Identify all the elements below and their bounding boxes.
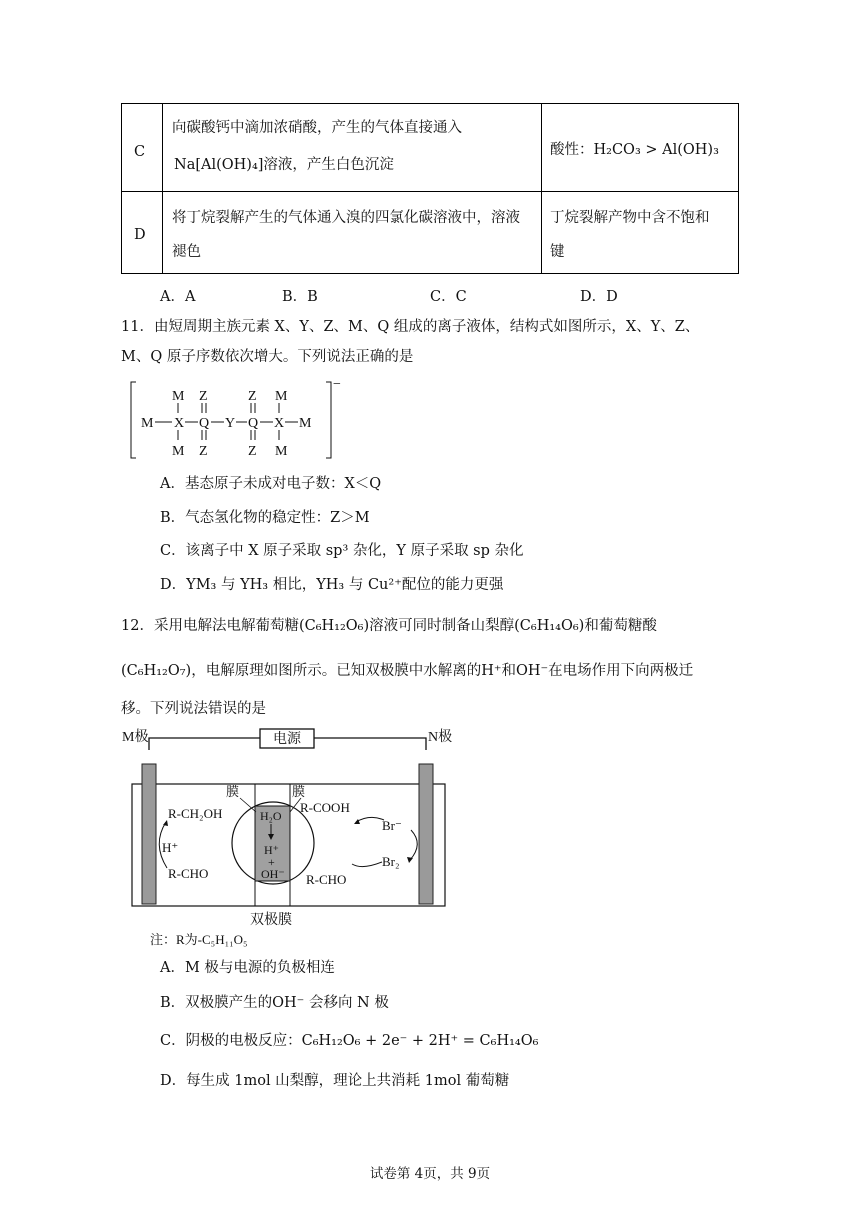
q12-option-d[interactable]: D．每生成 1mol 山梨醇，理论上共消耗 1mol 葡萄糖 xyxy=(160,1073,510,1089)
n-electrode-label: N极 xyxy=(428,730,453,745)
electrolysis-diagram xyxy=(120,726,460,952)
atom-top-3: Z xyxy=(248,389,257,404)
q11-option-a[interactable]: A．基态原子未成对电子数：X＜Q xyxy=(160,476,382,492)
bipolar-membrane-label: 双极膜 xyxy=(250,913,292,928)
row-d-conclusion-line1: 丁烷裂解产物中含不饱和 xyxy=(550,210,710,226)
q12-option-a[interactable]: A．M 极与电源的负极相连 xyxy=(160,960,335,976)
h-plus-left: H⁺ xyxy=(162,840,179,855)
membrane-label-right: 膜 xyxy=(292,784,306,799)
atom-top-2: Z xyxy=(199,389,208,404)
q11-stem-line2: M、Q 原子序数依次增大。下列说法正确的是 xyxy=(121,349,414,365)
atom-bottom-3: Z xyxy=(248,444,257,459)
q11-stem-line1: 11．由短周期主族元素 X、Y、Z、M、Q 组成的离子液体，结构式如图所示，X、Y、Z、 xyxy=(121,319,700,335)
atom-mid-2: X xyxy=(174,416,185,431)
q10-option-c[interactable]: C．C xyxy=(430,289,467,305)
r-ch2oh-label: R-CH₂OH xyxy=(168,806,223,821)
r-cho-right: R-CHO xyxy=(306,872,347,887)
row-label-c: C xyxy=(134,144,146,160)
m-electrode xyxy=(142,764,156,904)
r-cooh-label: R-COOH xyxy=(300,800,350,815)
atom-mid-7: M xyxy=(299,416,312,431)
row-d-conclusion-line2: 键 xyxy=(550,244,565,260)
ion-structure-diagram xyxy=(128,378,348,462)
q12-stem-line3: 移。下列说法错误的是 xyxy=(121,701,266,717)
power-label: 电源 xyxy=(273,732,301,747)
ion-charge: − xyxy=(333,378,341,392)
atom-mid-1: M xyxy=(141,416,154,431)
row-label-d: D xyxy=(134,227,146,243)
q10-option-d[interactable]: D．D xyxy=(580,289,618,305)
atom-mid-5: Q xyxy=(248,416,259,431)
row-c-experiment-line2: Na[Al(OH)₄]溶液，产生白色沉淀 xyxy=(174,157,394,173)
m-electrode-label: M极 xyxy=(122,730,149,745)
q10-option-a[interactable]: A．A xyxy=(160,289,196,305)
br2-label: Br₂ xyxy=(382,854,400,869)
atom-top-1: M xyxy=(172,389,185,404)
membrane-label-left: 膜 xyxy=(226,784,240,799)
row-d-experiment-line2: 褪色 xyxy=(172,244,201,260)
atom-mid-3: Q xyxy=(199,416,210,431)
table-divider xyxy=(122,191,738,192)
q12-option-c[interactable]: C．阴极的电极反应：C₆H₁₂O₆ + 2e⁻ + 2H⁺ = C₆H₁₄O₆ xyxy=(160,1033,539,1049)
diagram-note: 注：R为-C₅H₁₁O₅ xyxy=(150,932,248,947)
atom-bottom-4: M xyxy=(275,444,288,459)
q10-option-b[interactable]: B．B xyxy=(282,289,318,305)
atom-bottom-1: M xyxy=(172,444,185,459)
q12-stem-line2: (C₆H₁₂O₇)，电解原理如图所示。已知双极膜中水解离的H⁺和OH⁻在电场作用下向两极迁 xyxy=(121,663,694,679)
row-c-conclusion: 酸性：H₂CO₃ > Al(OH)₃ xyxy=(550,142,719,158)
row-c-experiment-line1: 向碳酸钙中滴加浓硝酸，产生的气体直接通入 xyxy=(172,120,462,136)
atom-mid-4: Y xyxy=(225,416,236,431)
br-minus-label: Br⁻ xyxy=(382,818,402,833)
q11-option-d[interactable]: D．YM₃ 与 YH₃ 相比，YH₃ 与 Cu²⁺配位的能力更强 xyxy=(160,577,504,593)
answer-table xyxy=(121,103,739,274)
plus-sign: + xyxy=(268,855,275,869)
q12-stem-line1: 12．采用电解法电解葡萄糖(C₆H₁₂O₆)溶液可同时制备山梨醇(C₆H₁₄O₆)和葡萄糖酸 xyxy=(121,618,657,634)
h-plus-mid: H⁺ xyxy=(264,843,279,857)
table-divider xyxy=(162,104,163,273)
oh-minus-label: OH⁻ xyxy=(261,867,285,881)
water-label: H₂O xyxy=(260,809,282,823)
row-d-experiment-line1: 将丁烷裂解产生的气体通入溴的四氯化碳溶液中，溶液 xyxy=(172,210,520,226)
table-divider xyxy=(541,104,542,273)
q12-option-b[interactable]: B．双极膜产生的OH⁻ 会移向 N 极 xyxy=(160,995,389,1011)
n-electrode xyxy=(419,764,433,904)
atom-mid-6: X xyxy=(274,416,285,431)
q11-option-c[interactable]: C．该离子中 X 原子采取 sp³ 杂化，Y 原子采取 sp 杂化 xyxy=(160,543,524,559)
r-cho-left: R-CHO xyxy=(168,866,209,881)
atom-top-4: M xyxy=(275,389,288,404)
atom-bottom-2: Z xyxy=(199,444,208,459)
page-footer: 试卷第 4页，共 9页 xyxy=(369,1166,491,1182)
q11-option-b[interactable]: B．气态氢化物的稳定性：Z＞M xyxy=(160,510,370,526)
